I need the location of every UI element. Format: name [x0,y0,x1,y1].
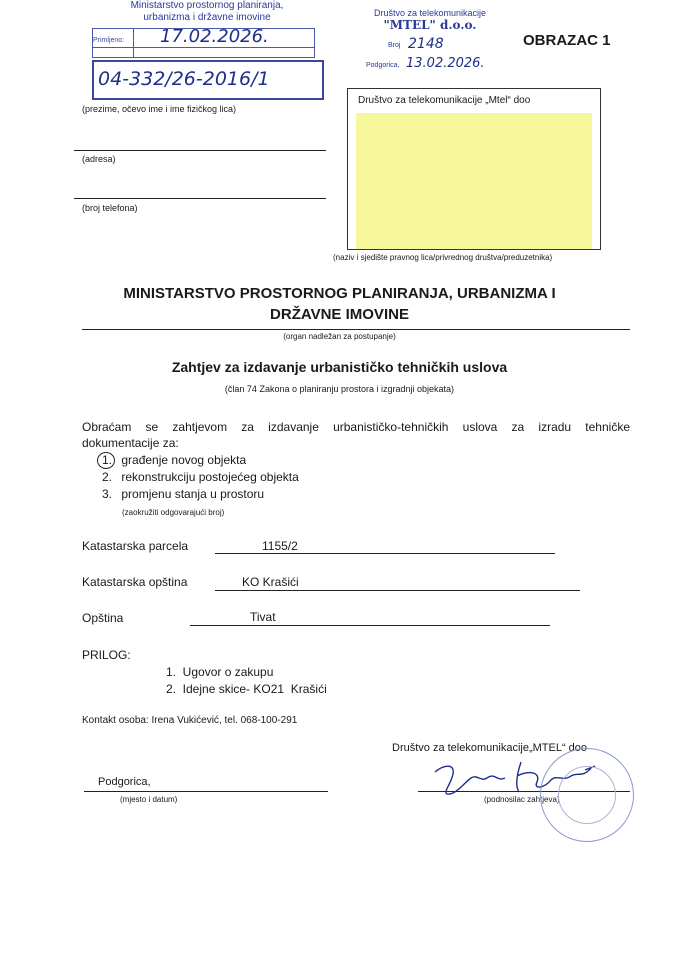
option-1-text: građenje novog objekta [121,453,247,467]
address-line [74,150,326,151]
applicant-address-caption: (adresa) [82,154,116,164]
mtel-stamp-date: 13.02.2026. [406,56,485,71]
attachments-label: PRILOG: [82,648,131,662]
receipt-reference-box [92,60,324,100]
option-2-number: 2. [102,470,113,484]
request-basis: (član 74 Zakona o planiranju prostora i izgradnji objekata) [224,384,455,394]
company-round-stamp-inner [558,766,616,824]
options-list [102,452,299,503]
cadastral-municipality-label: Katastarska opština [82,575,188,589]
redaction-highlight [356,113,592,249]
applicant-name-caption: (prezime, očevo ime i ime fizičkog lica) [82,104,237,114]
company-box [347,88,601,250]
applicant-phone-caption: (broj telefona) [82,203,138,213]
request-title: Zahtjev za izdavanje urbanističko tehničkih uslova [171,359,508,375]
receipt-stamp-org-line2: urbanizma i državne imovine [143,12,271,23]
receipt-received-label: Primljeno: [93,37,125,44]
signature-place: Podgorica, [98,776,151,788]
attachment-1: 1. Ugovor o zakupu [166,665,274,679]
option-3-number: 3. [102,487,113,501]
cadastral-municipality-value[interactable]: KO Krašići [242,575,299,589]
receipt-stamp [90,0,324,100]
form-id: OBRAZAC 1 [523,32,611,49]
cadastral-municipality-line [215,590,580,591]
receipt-stamp-org-line1: Ministarstvo prostornog planiranja, [130,0,284,11]
option-2-text: rekonstrukciju postojećeg objekta [121,470,299,484]
option-2[interactable] [102,469,299,486]
option-1-circle [97,452,115,469]
attachment-2: 2. Idejne skice- KO21 Krašići [166,682,327,696]
mtel-stamp-line2: "MTEL" d.o.o. [383,18,477,32]
mtel-stamp-number-label: Broj [388,42,401,49]
phone-line [74,198,326,199]
mtel-stamp-number: 2148 [408,36,444,52]
receipt-reference: 04-332/26-2016/1 [98,68,270,90]
options-caption: (zaokružiti odgovarajući broj) [122,508,225,517]
municipality-label: Opština [82,611,124,625]
receipt-date: 17.02.2026. [160,26,269,47]
applicant-signature-caption: (podnosilac zahtjeva) [484,795,560,804]
mtel-stamp-place-label: Podgorica, [366,62,400,69]
place-date-caption: (mjesto i datum) [120,795,178,804]
authority-underline [82,329,630,330]
company-caption: (naziv i sjedište pravnog lica/privrednog društva/preduzetnika) [333,253,553,262]
option-3-text: promjenu stanja u prostoru [121,487,265,501]
municipality-line [190,625,550,626]
parcel-line [215,553,555,554]
parcel-label: Katastarska parcela [82,539,189,553]
signature-company: Društvo za telekomunikacije„MTEL“ doo [392,742,588,754]
mtel-stamp [340,8,520,78]
request-intro-line1: Obraćam se zahtjevom za izdavanje urbanističko-tehničkih uslova za izradu tehničke [82,420,630,434]
parcel-value[interactable]: 1155/2 [262,539,298,553]
authority-caption: (organ nadležan za postupanje) [283,332,396,341]
place-date-line [84,791,328,792]
option-1[interactable] [102,452,299,469]
option-1-number: 1. [102,453,113,467]
option-3[interactable] [102,486,299,503]
authority-line1: MINISTARSTVO PROSTORNOG PLANIRANJA, URBANIZMA I [123,285,556,302]
municipality-value[interactable]: Tivat [250,610,276,624]
company-name: Društvo za telekomunikacije „Mtel“ doo [358,95,531,106]
mtel-stamp-line1: Društvo za telekomunikacije [373,8,487,18]
contact-person: Kontakt osoba: Irena Vukićević, tel. 068-100-291 [82,715,298,726]
authority-line2: DRŽAVNE IMOVINE [270,306,409,323]
request-intro-line2: dokumentacije za: [82,436,179,450]
